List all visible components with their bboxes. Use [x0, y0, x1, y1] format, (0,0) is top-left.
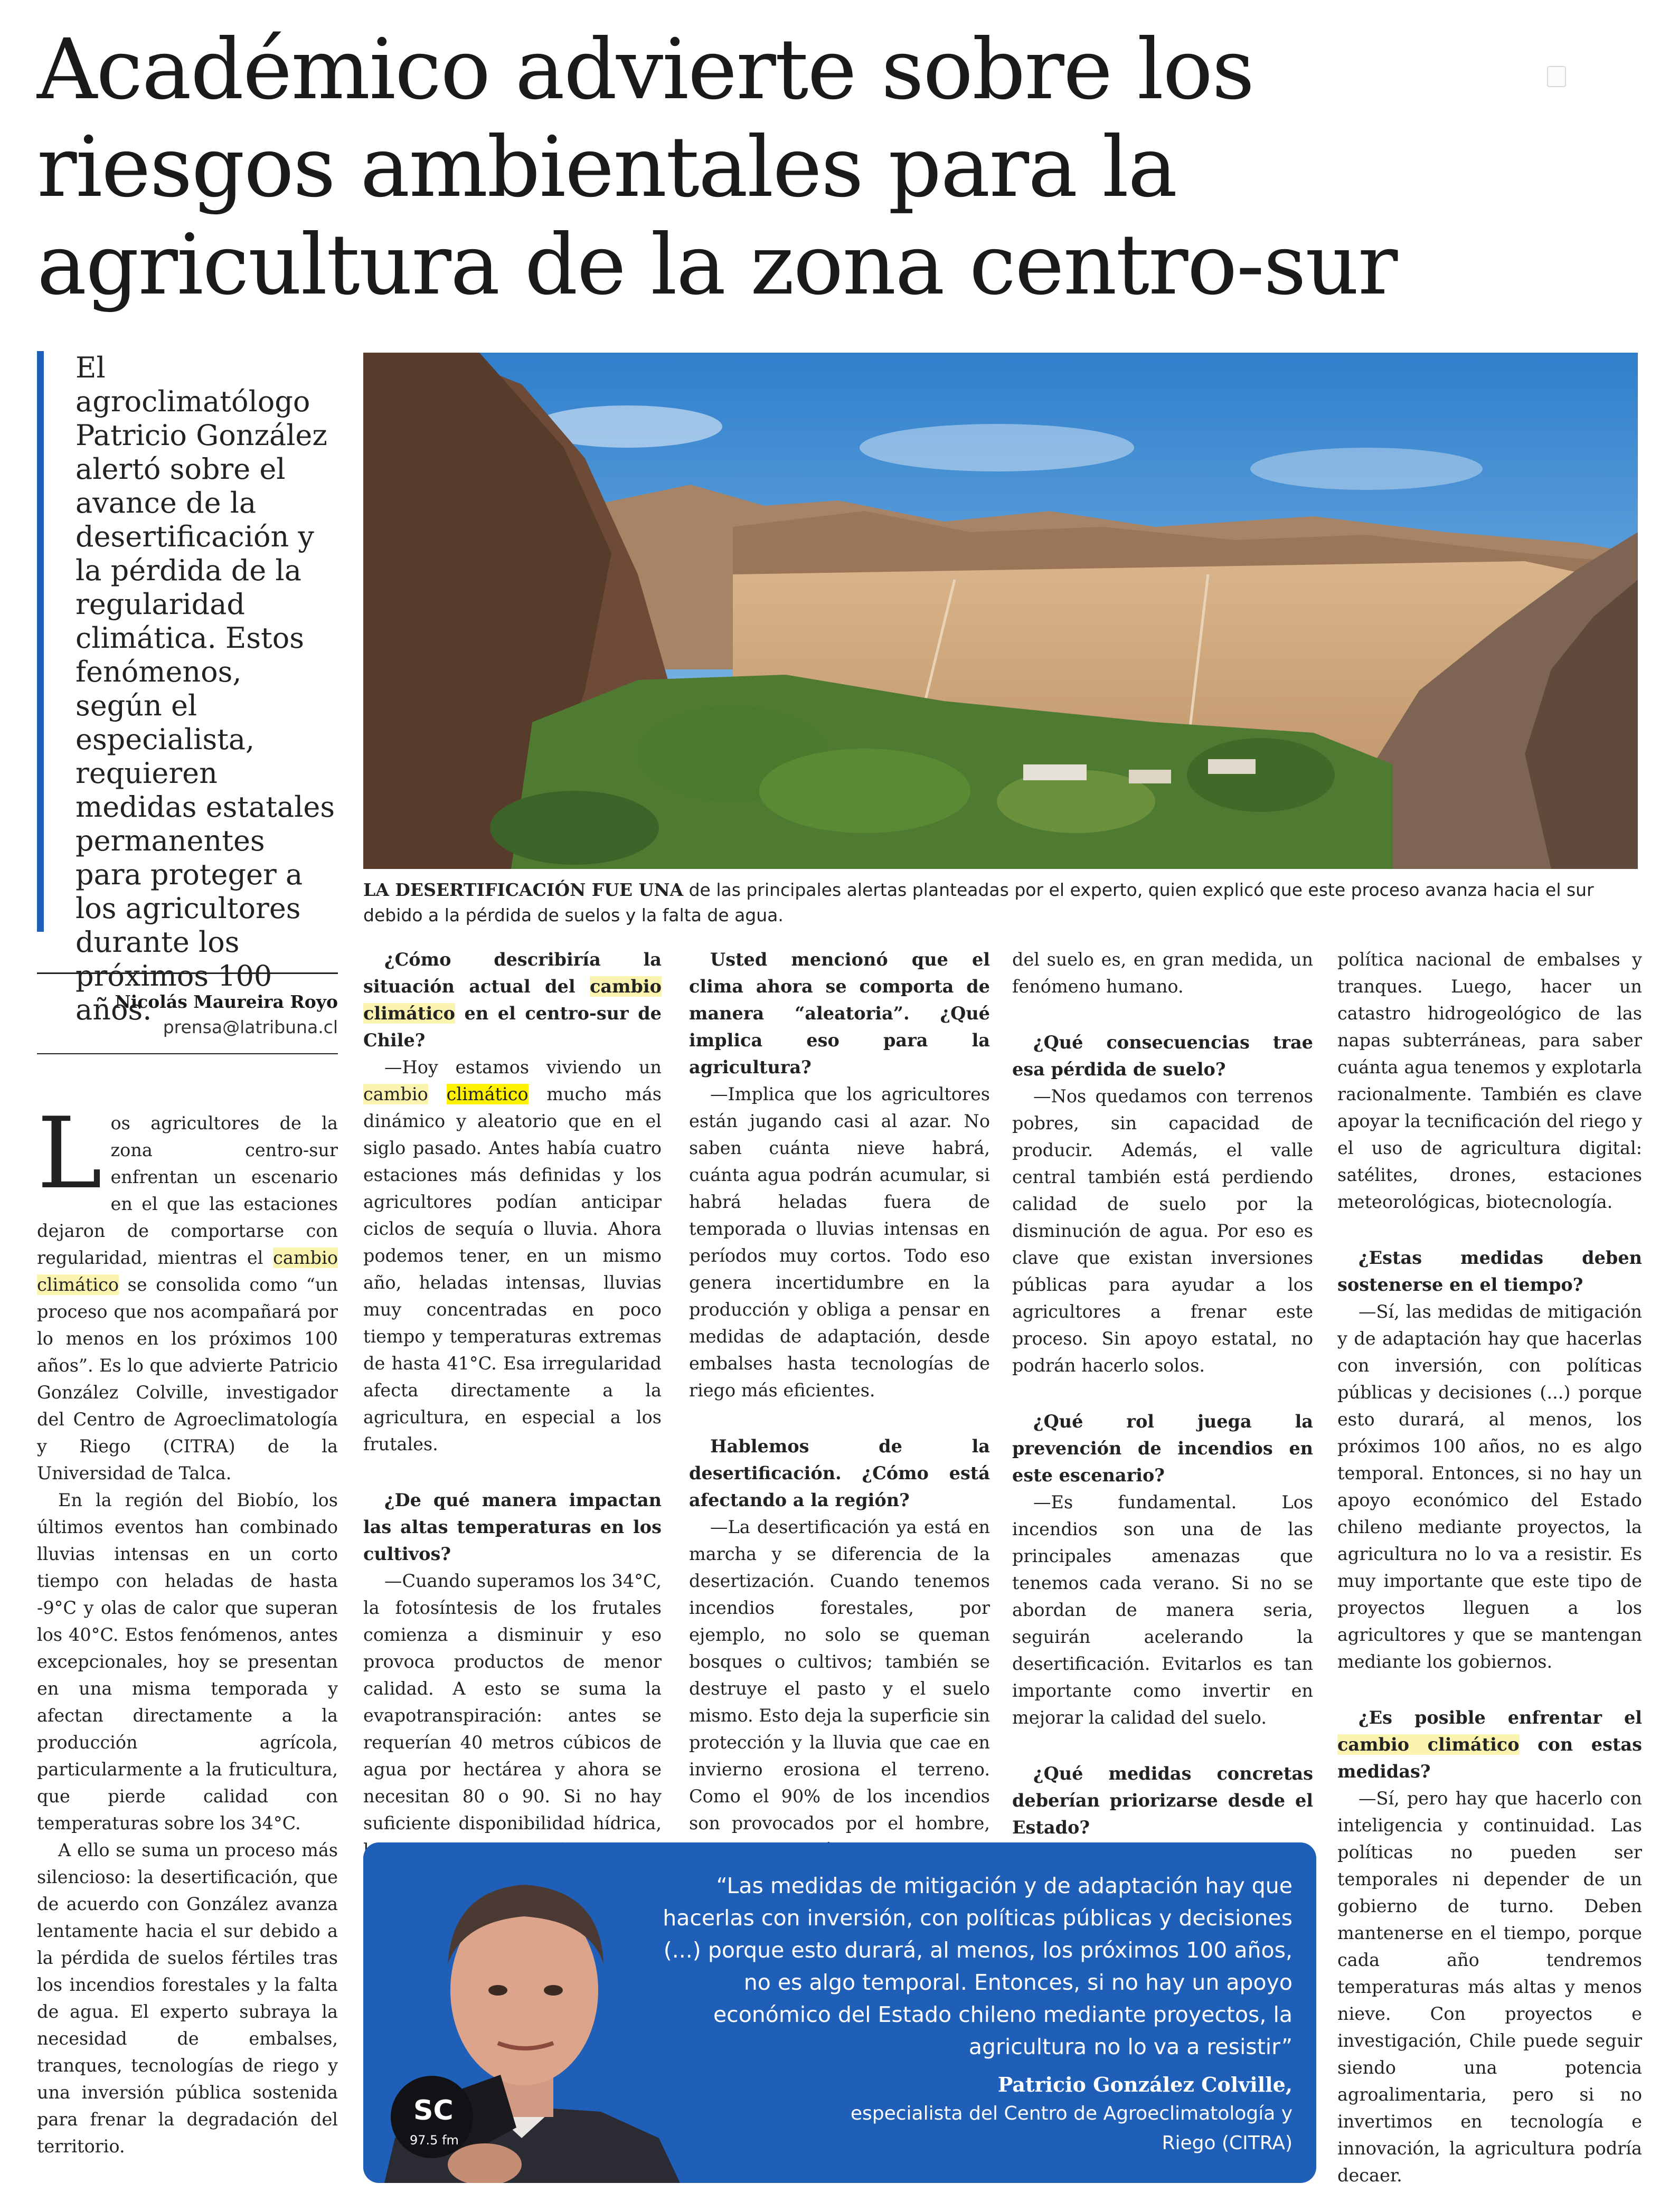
interview-answer: del suelo es, en gran medida, un fenómeno humano.	[1012, 949, 1313, 997]
interview-question: ¿Estas medidas deben sostenerse en el tiempo?	[1337, 1247, 1642, 1295]
interview-question: ¿Es posible enfrentar el cambio climático con estas medidas?	[1337, 1707, 1643, 1782]
pull-quote-text: “Las medidas de mitigación y de adaptación hay que hacerlas con inversión, con políticas públicas y decisiones (...) porque esto durará, al menos, los próximos 100 años, no es algo temporal. Entonces, si no hay un apoyo económico del Estado chileno mediante proyectos, la agricultura no lo va a resistir”	[663, 1873, 1293, 2059]
caption-lead: LA DESERTIFICACIÓN FUE UNA	[363, 880, 684, 900]
highlighted-term: cambio	[363, 1084, 428, 1104]
desert-dam-photo	[363, 353, 1638, 869]
pull-quote-role: especialista del Centro de Agroeclimatología y Riego (CITRA)	[850, 2103, 1293, 2154]
byline-email: prensa@latribuna.cl	[163, 1017, 338, 1037]
article-column-2	[363, 946, 662, 1864]
byline-top-rule	[37, 972, 338, 974]
highlighted-term-strong: climático	[446, 1084, 529, 1104]
interview-question: Hablemos de la desertificación. ¿Cómo está afectando a la región?	[689, 1436, 990, 1510]
interview-answer: —Cuando superamos los 34°C, la fotosíntesis de los frutales comienza a disminuir y eso provoca productos de menor calidad. A esto se suma la evapotranspiración: antes se requerían 40 metros cúbicos de agua por hectárea y ahora se necesitan 80 o 90. Si no hay suficiente disponibilidad hídrica,	[363, 1571, 662, 1833]
interview-question: ¿Cómo describiría la situación actual del cambio climático en el centro-sur de Chile?	[363, 949, 662, 1051]
microphone-frequency: 97.5 fm	[410, 2133, 459, 2148]
pull-quote-author: Patricio González Colville,	[997, 2073, 1293, 2096]
corner-marker	[1547, 66, 1566, 87]
interview-answer: —La desertificación ya está en marcha y se diferencia de la desertización. Cuando tenemos incendios forestales, por ejemplo, no solo se queman bosques o cultivos; también se destruye el pasto y el suelo mismo. Esto deja la superficie sin protección y la lluvia que cae en invierno erosiona el terreno. Como el 90% de los incendios son provocados por el hombre,	[689, 1517, 990, 1833]
byline-author: Nicolás Maureira Royo	[115, 991, 338, 1012]
highlighted-term: cambio climático	[363, 976, 662, 1024]
byline-bottom-rule	[37, 1053, 338, 1054]
interview-answer: —Hoy estamos viviendo un cambio climático mucho más dinámico y aleatorio que en el siglo pasado. Antes había cuatro estaciones más definidas y los agricultores podían anticipar ciclos de sequía o lluvia. Ahora podemos tener, en un mismo año, heladas intensas, lluvias muy concentradas en poco tiempo y temperaturas extremas de hasta 41°C. Esa irregularidad afecta directamente a la agricultura, en especial a los frutales.	[363, 1057, 662, 1454]
interview-question: Usted mencionó que el clima ahora se comporta de manera “aleatoria”. ¿Qué implica eso para la agricultura?	[689, 949, 990, 1077]
article-column-5	[1337, 946, 1642, 2189]
lead-paragraph: El agroclimatólogo Patricio González alertó sobre el avance de la desertificación y la pérdida de la regularidad climática. Estos fenómenos, según el especialista, requieren medidas estatales permanentes para proteger a los agricultores durante los próximos 100 años.	[37, 351, 335, 932]
article-column-3	[689, 946, 990, 1864]
microphone-brand: SC	[413, 2095, 454, 2126]
photo-caption	[363, 877, 1641, 928]
highlighted-term: cambio climático	[37, 1247, 338, 1295]
interview-answer: —Sí, pero hay que hacerlo con inteligencia y continuidad. Las políticas no pueden ser temporales ni depender de un gobierno de turno. Deben mantenerse en el tiempo, porque cada año tendremos temperaturas más altas y menos nieve. Con proyectos e investigación, Chile puede seguir siendo una potencia agroalimentaria, pero si no invertimos en tecnología e innovación, la agricultura podría decaer.	[1337, 1788, 1642, 2186]
pull-quote-box	[363, 1842, 1316, 2183]
body-paragraph: A ello se suma un proceso más silencioso: la desertificación, que de acuerdo con González avanza lentamente hacia el sur debido a la pérdida de suelos fértiles tras los incendios forestales y la falta de agua. El experto subraya la necesidad de embalses, tranques, tecnologías de riego y una inversión pública sostenida para frenar la degradación del territorio.	[37, 1840, 338, 2157]
highlighted-term: cambio climático	[1337, 1734, 1520, 1755]
interview-question: ¿Qué rol juega la prevención de incendios en este escenario?	[1012, 1411, 1313, 1486]
article-column-4	[1012, 946, 1313, 1868]
interview-question: ¿Qué consecuencias trae esa pérdida de suelo?	[1012, 1032, 1313, 1080]
interview-answer: —Nos quedamos con terrenos pobres, sin capacidad de producir. Además, el valle central también está perdiendo calidad de suelo por la disminución de agua. Por eso es clave que existan inversiones públicas para ayudar a los agricultores a frenar este proceso. Sin apoyo estatal, no podrán hacerlo solos.	[1012, 1086, 1313, 1376]
interview-answer: —Es fundamental. Los incendios son una de las principales amenazas que tenemos cada verano. Si no se abordan de manera seria, seguirán acelerando la desertificación. Evitarlos es tan importante como invertir en mejorar la calidad del suelo.	[1012, 1492, 1313, 1728]
interview-question: ¿Qué medidas concretas deberían priorizarse desde el Estado?	[1012, 1763, 1313, 1838]
interview-question: ¿De qué manera impactan las altas temperaturas en los cultivos?	[363, 1490, 662, 1564]
drop-cap: L	[37, 1096, 102, 1211]
interview-answer: —Sí, las medidas de mitigación y de adaptación hay que hacerlas con inversión, con políticas públicas y decisiones (...) porque esto durará, al menos, los próximos 100 años, no es algo temporal. Entonces, si no hay un apoyo económico del Estado chileno mediante proyectos, la agricultura no lo va a resistir. Es muy importante que este tipo de proyectos lleguen a los agricultores y que se mantengan mediante los gobiernos.	[1337, 1301, 1642, 1672]
article-column-1	[37, 1096, 338, 2160]
interview-answer: política nacional de embalses y tranques. Luego, hacer un catastro hidrogeológico de las napas subterráneas, para saber cuánta agua tenemos y explotarla racionalmente. También es clave apoyar la tecnificación del riego y el uso de agricultura digital: satélites, drones, estaciones meteorológicas, biotecnología.	[1337, 949, 1642, 1212]
caption-text: de las principales alertas planteadas por el experto, quien explicó que este proceso avanza hacia el sur debido a la pérdida de suelos y la falta de agua.	[363, 880, 1594, 925]
body-paragraph: Los agricultores de la zona centro-sur enfrentan un escenario en el que las estaciones dejaron de comportarse con regularidad, mientras el cambio climático se consolida como “un proceso que nos acompañará por lo menos en los próximos 100 años”. Es lo que advierte Patricio González Colville, investigador del Centro de Agroeclimatología y Riego (CITRA) de la Universidad de Talca.	[37, 1096, 338, 1483]
headline: Académico advierte sobre los riesgos ambientales para la agricultura de la zona centro-sur	[37, 21, 1397, 314]
body-paragraph: En la región del Biobío, los últimos eventos han combinado lluvias intensas en un corto tiempo con heladas de hasta -9°C y olas de calor que superan los 40°C. Estos fenómenos, antes excepcionales, hoy se presentan en una misma temporada y afectan directamente a la producción agrícola, particularmente a la fruticultura, que pierde calidad con temperaturas sobre los 34°C.	[37, 1490, 338, 1833]
interview-answer: —Implica que los agricultores están jugando casi al azar. No saben cuánta nieve habrá, cuánta agua podrán acumular, si habrá heladas fuera de temporada o lluvias intensas en períodos muy cortos. Todo eso genera incertidumbre en la producción y obliga a pensar en medidas de adaptación, desde embalses hasta tecnologías de riego más eficientes.	[689, 1084, 990, 1401]
